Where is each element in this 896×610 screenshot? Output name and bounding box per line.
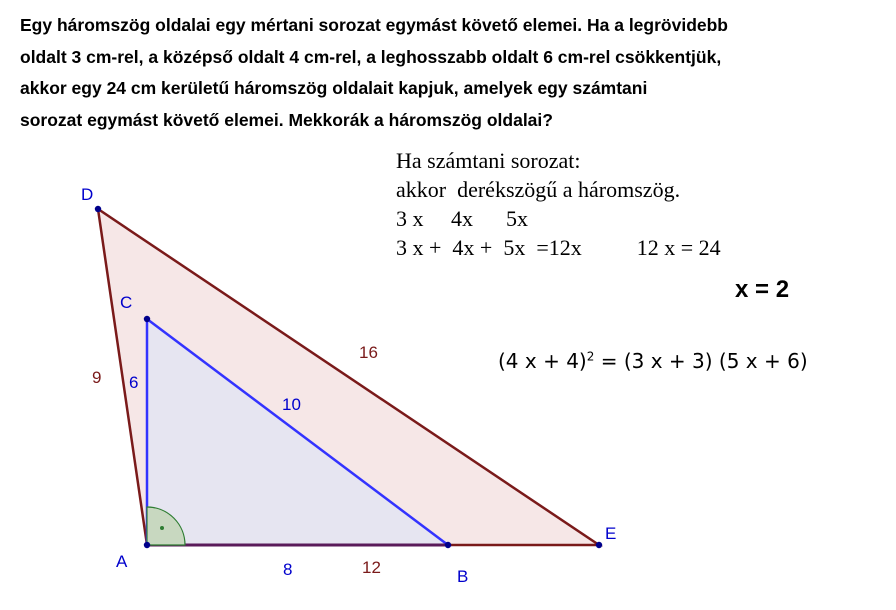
solution-notes	[396, 146, 721, 262]
note-line-4: 3 x + 4x + 5x =12x 12 x = 24	[396, 235, 721, 260]
length-de: 16	[359, 343, 378, 362]
note-line-1: Ha számtani sorozat:	[396, 148, 581, 173]
equation-lhs: (4 x + 4)	[498, 349, 587, 373]
right-angle-dot	[160, 526, 164, 530]
label-e: E	[605, 524, 617, 543]
point-b[interactable]	[445, 542, 451, 548]
equation-exponent: 2	[586, 349, 595, 364]
point-a[interactable]	[144, 542, 150, 548]
length-ae: 12	[362, 558, 381, 577]
length-ad: 9	[92, 368, 102, 387]
problem-line-3: akkor egy 24 cm kerületű háromszög oldalait kapjuk, amelyek egy számtani	[20, 78, 648, 98]
label-d: D	[81, 185, 94, 204]
label-c: C	[120, 293, 133, 312]
length-cb: 10	[282, 395, 301, 414]
problem-line-2: oldalt 3 cm-rel, a középső oldalt 4 cm-rel, a leghosszabb oldalt 6 cm-rel csökkentjük,	[20, 46, 722, 67]
point-e[interactable]	[596, 542, 602, 548]
length-ab: 8	[283, 560, 293, 579]
result-x: x = 2	[735, 276, 790, 303]
equation	[498, 349, 808, 373]
problem-line-1: Egy háromszög oldalai egy mértani sorozat egymást követő elemei. Ha a legrövidebb	[20, 15, 728, 35]
problem-line-4: sorozat egymást követő elemei. Mekkorák a háromszög oldalai?	[20, 109, 553, 130]
length-ac: 6	[129, 373, 139, 392]
note-line-2: akkor derékszögű a háromszög.	[396, 177, 681, 202]
point-d[interactable]	[95, 206, 101, 212]
label-a: A	[116, 552, 128, 571]
label-b: B	[457, 567, 469, 586]
note-line-3: 3 x 4x 5x	[396, 206, 528, 231]
point-c[interactable]	[144, 316, 150, 322]
equation-rhs: = (3 x + 3) (5 x + 6)	[594, 349, 808, 373]
